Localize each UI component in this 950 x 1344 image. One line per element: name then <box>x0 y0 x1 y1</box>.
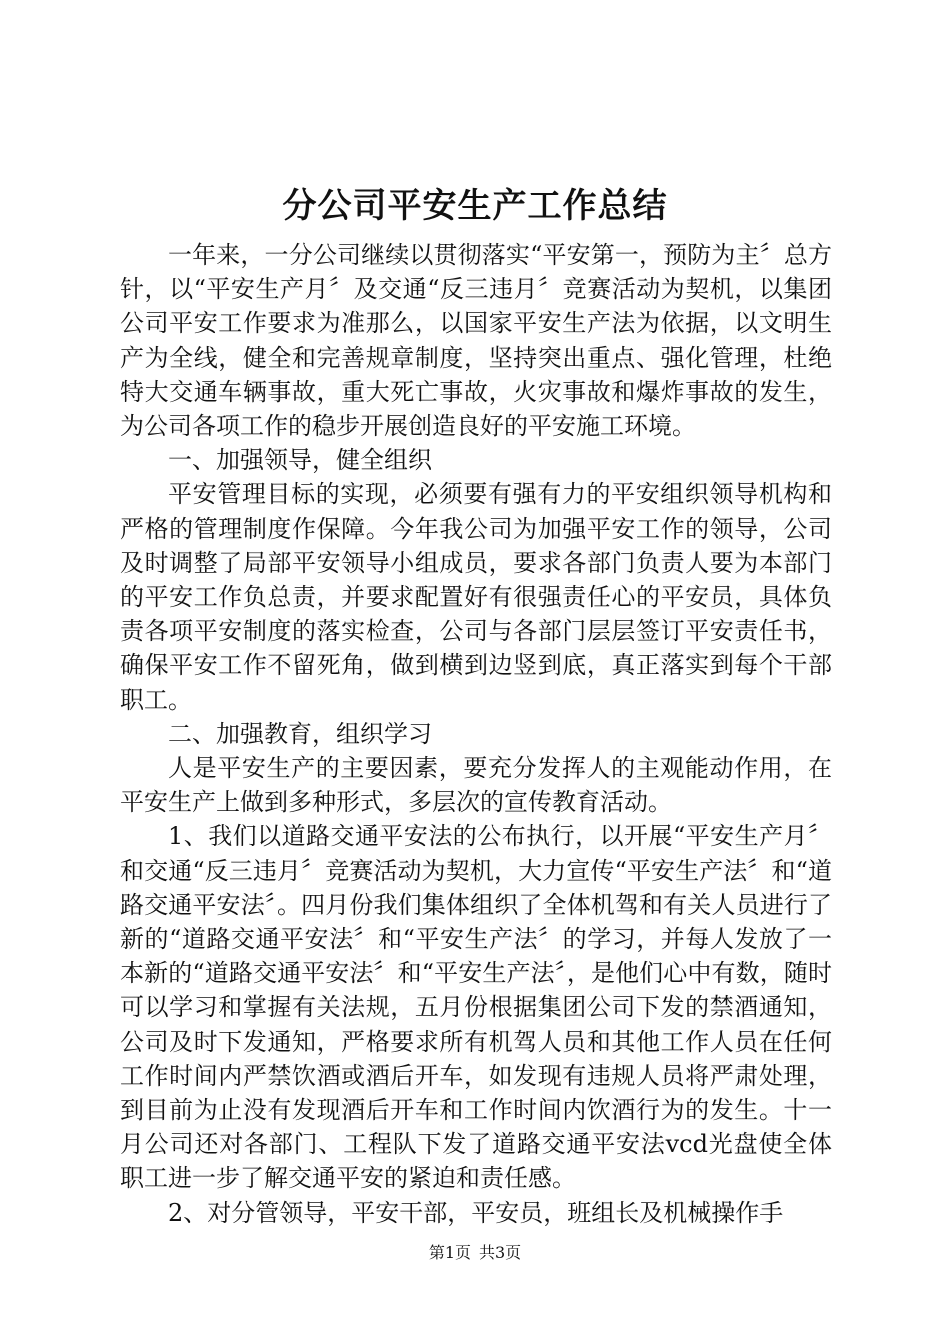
paragraph-item-1: 1、我们以道路交通平安法的公布执行，以开展“平安生产月〞和交通“反三违月〞竞赛活动为契机，大力宣传“平安生产法〞和“道路交通平安法〞。四月份我们集体组织了全体机驾和有关人员进行了新的“道路交通平安法〞和“平安生产法〞的学习，并每人发放了一本新的“道路交通平安法〞和“平安生产法〞，是他们心中有数，随时可以学习和掌握有关法规，五月份根据集团公司下发的禁酒通知，公司及时下发通知，严格要求所有机驾人员和其他工作人员在任何工作时间内严禁饮酒或酒后开车，如发现有违规人员将严肃处理，到目前为止没有发现酒后开车和工作时间内饮酒行为的发生。十一月公司还对各部门、工程队下发了道路交通平安法vcd光盘使全体职工进一步了解交通平安的紧迫和责任感。 <box>120 822 832 1193</box>
paragraph-section-1: 平安管理目标的实现，必须要有强有力的平安组织领导机构和严格的管理制度作保障。今年我公司为加强平安工作的领导，公司及时调整了局部平安领导小组成员，要求各部门负责人要为本部门的平安工作负总责，并要求配置好有很强责任心的平安员，具体负责各项平安制度的落实检查，公司与各部门层层签订平安责任书，确保平安工作不留死角，做到横到边竖到底，真正落实到每个干部职工。 <box>120 480 832 714</box>
section-heading-2: 二、加强教育，组织学习 <box>168 719 432 748</box>
page-footer <box>0 1242 950 1264</box>
paragraph-item-2: 2、对分管领导，平安干部，平安员，班组长及机械操作手 <box>168 1198 784 1227</box>
page-number: 第1页 <box>428 1243 471 1262</box>
paragraph-intro: 一年来，一分公司继续以贯彻落实“平安第一，预防为主〞总方针，以“平安生产月〞及交通“反三违月〞竞赛活动为契机，以集团公司平安工作要求为准那么，以国家平安生产法为依据，以文明生产为全线，健全和完善规章制度，坚持突出重点、强化管理，杜绝特大交通车辆事故，重大死亡事故，火灾事故和爆炸事故的发生，为公司各项工作的稳步开展创造良好的平安施工环境。 <box>120 241 832 441</box>
document-body <box>120 238 832 1230</box>
page-total: 共3页 <box>479 1243 522 1262</box>
section-heading-1: 一、加强领导，健全组织 <box>168 446 432 475</box>
document-title: 分公司平安生产工作总结 <box>282 186 668 226</box>
paragraph-section-2: 人是平安生产的主要因素，要充分发挥人的主观能动作用，在平安生产上做到多种形式，多层次的宣传教育活动。 <box>120 754 832 817</box>
